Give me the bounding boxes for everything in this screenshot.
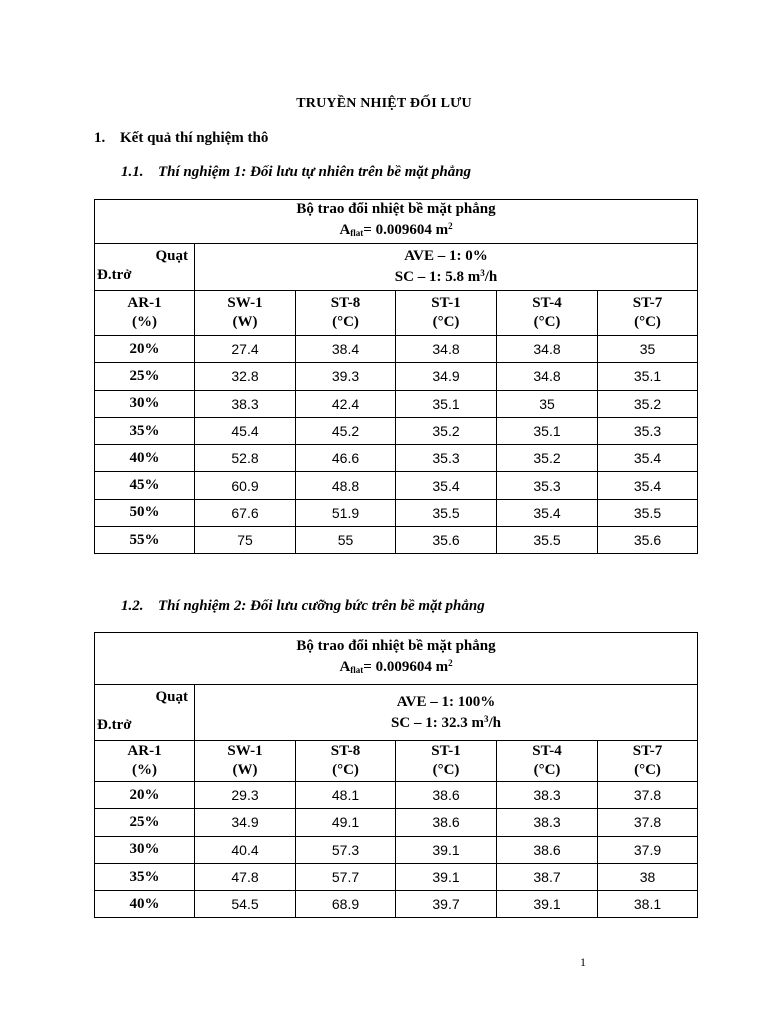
column-unit: (°C) [634, 762, 661, 778]
data-cell: 38.3 [497, 809, 598, 836]
column-header [396, 291, 497, 336]
data-cell: 57.3 [296, 836, 396, 863]
data-cell: 35.4 [598, 472, 698, 499]
table-row [95, 527, 698, 554]
table-row [95, 499, 698, 526]
data-cell: 51.9 [296, 499, 396, 526]
column-header [598, 291, 698, 336]
ave-label: AVE – 1: 0% [404, 248, 488, 264]
resistor-label: Đ.trở [97, 267, 132, 283]
data-cell: 37.8 [598, 809, 698, 836]
experiment-2-heading [121, 598, 485, 615]
column-header [296, 741, 396, 782]
row-header-cell: 25% [95, 809, 195, 836]
data-cell: 35.3 [497, 472, 598, 499]
data-cell: 47.8 [195, 863, 296, 890]
data-cell: 38.3 [497, 782, 598, 809]
sc-label: SC – 1: 32.3 $m^3/h$ [391, 713, 501, 731]
column-header-row [95, 291, 698, 336]
data-cell: 35.3 [598, 417, 698, 444]
data-cell: 27.4 [195, 336, 296, 363]
experiment-1-text: Thí nghiệm 1: Đối lưu tự nhiên trên bề mặt phẳng [158, 164, 472, 180]
diagonal-header-cell [95, 685, 195, 741]
document-title: TRUYỀN NHIỆT ĐỐI LƯU [296, 96, 472, 111]
data-cell: 37.8 [598, 782, 698, 809]
data-cell: 35.3 [396, 445, 497, 472]
data-cell: 35.4 [396, 472, 497, 499]
row-header-cell: 30% [95, 836, 195, 863]
column-name: ST-7 [632, 295, 663, 311]
data-cell: 35.5 [396, 499, 497, 526]
data-cell: 39.1 [396, 863, 497, 890]
data-cell: 38.4 [296, 336, 396, 363]
table-row [95, 891, 698, 918]
sc-label: SC – 1: 5.8 $m^3/h$ [394, 268, 498, 285]
row-header-cell: 40% [95, 891, 195, 918]
data-cell: 39.3 [296, 363, 396, 390]
data-cell: 35.2 [598, 390, 698, 417]
data-cell: 39.1 [396, 836, 497, 863]
column-unit: (°C) [533, 762, 561, 778]
row-header-cell: 40% [95, 445, 195, 472]
table-row [95, 445, 698, 472]
column-name: ST-8 [330, 295, 361, 311]
data-cell: 46.6 [296, 445, 396, 472]
column-name: AR-1 [127, 295, 162, 311]
experiment-1-table [94, 199, 698, 554]
column-header-row [95, 741, 698, 782]
data-cell: 35.6 [598, 527, 698, 554]
data-cell: 29.3 [195, 782, 296, 809]
section-1-number: 1. [94, 130, 106, 146]
data-cell: 38.7 [497, 863, 598, 890]
data-cell: 35.1 [396, 390, 497, 417]
data-cell: 49.1 [296, 809, 396, 836]
data-cell: 45.4 [195, 417, 296, 444]
column-name: ST-4 [532, 743, 562, 759]
table-row [95, 336, 698, 363]
table-row [95, 390, 698, 417]
data-cell: 37.9 [598, 836, 698, 863]
fan-label: Quạt [155, 689, 188, 705]
column-name: ST-7 [632, 743, 663, 759]
column-unit: (°C) [533, 314, 561, 330]
data-cell: 75 [195, 527, 296, 554]
data-cell: 39.7 [396, 891, 497, 918]
data-cell: 35.4 [497, 499, 598, 526]
row-header-cell: 35% [95, 863, 195, 890]
data-cell: 35.5 [497, 527, 598, 554]
table-row [95, 472, 698, 499]
data-cell: 32.8 [195, 363, 296, 390]
data-cell: 38 [598, 863, 698, 890]
data-cell: 57.7 [296, 863, 396, 890]
column-unit: (°C) [332, 762, 359, 778]
table-row [95, 836, 698, 863]
column-unit: (W) [232, 314, 258, 330]
diagonal-header-cell [95, 244, 195, 291]
experiment-2-number: 1.2. [121, 598, 144, 614]
column-unit: (°C) [634, 314, 661, 330]
data-cell: 35.5 [598, 499, 698, 526]
column-name: SW-1 [227, 743, 263, 759]
column-name: SW-1 [227, 295, 263, 311]
conditions-cell [195, 244, 698, 291]
page-number: 1 [580, 955, 586, 969]
column-unit: (%) [132, 762, 157, 778]
data-cell: 34.9 [396, 363, 497, 390]
column-header [95, 741, 195, 782]
data-cell: 35.4 [598, 445, 698, 472]
data-cell: 39.1 [497, 891, 598, 918]
data-cell: 35.6 [396, 527, 497, 554]
data-cell: 67.6 [195, 499, 296, 526]
data-cell: 55 [296, 527, 396, 554]
data-cell: 38.6 [497, 836, 598, 863]
data-cell: 34.8 [497, 363, 598, 390]
column-name: ST-1 [431, 743, 461, 759]
table-caption: Bộ trao đổi nhiệt bề mặt phẳng [296, 638, 496, 654]
column-header [497, 291, 598, 336]
column-unit: (°C) [432, 762, 460, 778]
column-unit: (°C) [332, 314, 359, 330]
column-header [195, 741, 296, 782]
column-unit: (W) [232, 762, 258, 778]
row-header-cell: 45% [95, 472, 195, 499]
experiment-2-text: Thí nghiệm 2: Đối lưu cưỡng bức trên bề mặt phẳng [158, 598, 485, 614]
area-label: $A_{flat}= 0.009604$ $m^2$ [339, 221, 453, 238]
data-cell: 38.6 [396, 782, 497, 809]
data-cell: 52.8 [195, 445, 296, 472]
data-cell: 48.8 [296, 472, 396, 499]
data-cell: 38.1 [598, 891, 698, 918]
column-unit: (%) [132, 314, 157, 330]
data-cell: 35 [497, 390, 598, 417]
data-cell: 34.8 [396, 336, 497, 363]
table-caption: Bộ trao đổi nhiệt bề mặt phẳng [296, 201, 496, 217]
data-cell: 68.9 [296, 891, 396, 918]
table-caption-cell [95, 200, 698, 244]
column-header [396, 741, 497, 782]
experiment-1-heading [121, 164, 471, 181]
data-cell: 35.2 [497, 445, 598, 472]
column-header [598, 741, 698, 782]
data-cell: 40.4 [195, 836, 296, 863]
column-name: AR-1 [127, 743, 162, 759]
column-header [296, 291, 396, 336]
column-name: ST-1 [431, 295, 461, 311]
data-cell: 35.1 [598, 363, 698, 390]
data-cell: 34.9 [195, 809, 296, 836]
table-row [95, 809, 698, 836]
data-cell: 54.5 [195, 891, 296, 918]
table-row [95, 363, 698, 390]
column-name: ST-4 [532, 295, 562, 311]
column-header [95, 291, 195, 336]
data-cell: 35.1 [497, 417, 598, 444]
fan-label: Quạt [155, 248, 188, 264]
area-label: $A_{flat}= 0.009604$ $m^2$ [339, 658, 453, 675]
data-cell: 34.8 [497, 336, 598, 363]
section-1-heading [94, 130, 268, 147]
data-cell: 38.3 [195, 390, 296, 417]
table-row [95, 417, 698, 444]
column-header [497, 741, 598, 782]
conditions-cell [195, 685, 698, 741]
column-name: ST-8 [330, 743, 361, 759]
data-cell: 38.6 [396, 809, 497, 836]
experiment-1-number: 1.1. [121, 164, 144, 180]
row-header-cell: 25% [95, 363, 195, 390]
data-cell: 60.9 [195, 472, 296, 499]
row-header-cell: 35% [95, 417, 195, 444]
row-header-cell: 50% [95, 499, 195, 526]
ave-label: AVE – 1: 100% [396, 693, 496, 710]
column-unit: (°C) [432, 314, 460, 330]
data-cell: 48.1 [296, 782, 396, 809]
experiment-2-table [94, 632, 698, 918]
data-cell: 42.4 [296, 390, 396, 417]
row-header-cell: 20% [95, 782, 195, 809]
row-header-cell: 20% [95, 336, 195, 363]
table-row [95, 863, 698, 890]
section-1-text: Kết quả thí nghiệm thô [120, 130, 269, 146]
table-row [95, 782, 698, 809]
data-cell: 45.2 [296, 417, 396, 444]
row-header-cell: 30% [95, 390, 195, 417]
data-cell: 35.2 [396, 417, 497, 444]
table-caption-cell [95, 633, 698, 685]
data-cell: 35 [598, 336, 698, 363]
resistor-label: Đ.trở [97, 717, 132, 733]
column-header [195, 291, 296, 336]
row-header-cell: 55% [95, 527, 195, 554]
